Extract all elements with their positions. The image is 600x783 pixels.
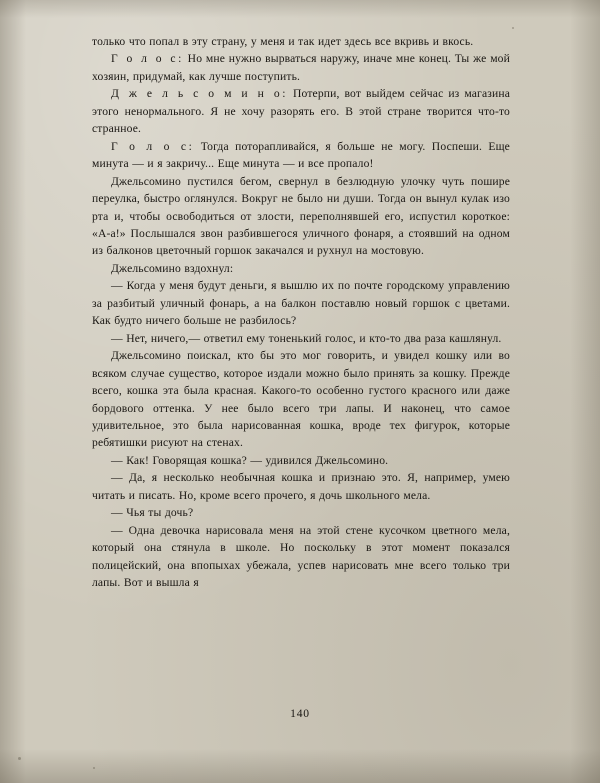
speaker-label: Г о л о с: xyxy=(111,52,184,66)
speaker-label: Д ж е л ь с о м и н о: xyxy=(111,87,289,101)
paper-speck xyxy=(93,767,95,769)
paragraph xyxy=(92,85,510,137)
paragraph-text: только что попал в эту страну, у меня и так идет здесь все вкривь и вкось. xyxy=(92,35,474,48)
paragraph xyxy=(92,277,510,329)
paragraph xyxy=(92,50,510,85)
paragraph xyxy=(92,330,510,347)
speaker-label: Г о л о с: xyxy=(111,139,195,153)
paragraph-text: Потерпи, вот выйдем сейчас из магазина этого ненормального. Я не хочу разорять его. В этой стране творится что-то странное. xyxy=(92,87,510,136)
paragraph-text: — Как! Говорящая кошка? — удивился Джельсомино. xyxy=(111,453,389,467)
paper-speck xyxy=(512,27,514,29)
page-edge-shadow-bottom xyxy=(0,749,600,783)
paragraph xyxy=(92,504,510,521)
paragraph-text: — Одна девочка нарисовала меня на этой стене кусочком цветного мела, который она стянула в школе. Но поскольку в этот момент показался полицейский, она впопыхах убежала, успев нарисовать мне всего только три лапы. Вот и вышла я xyxy=(92,523,510,590)
paragraph-text: Но мне нужно вырваться наружу, иначе мне конец. Ты же мой хозяин, придумай, как лучше поступить. xyxy=(92,52,510,83)
page-number: 140 xyxy=(290,707,310,720)
paragraph-text: — Когда у меня будут деньги, я вышлю их по почте городскому управлению за разбитый уличный фонарь, а на балкон поставлю новый горшок с цветами. Как будто ничего больше не разбилось? xyxy=(92,279,510,328)
paragraph xyxy=(92,522,510,592)
paragraph xyxy=(92,138,510,173)
paragraph xyxy=(92,173,510,260)
paper-speck xyxy=(18,757,21,760)
paragraph xyxy=(92,33,510,50)
paragraph xyxy=(92,452,510,469)
paragraph xyxy=(92,347,510,452)
paragraph-text: Джельсомино поискал, кто бы это мог говорить, и увидел кошку или во всяком случае существо, которое издали можно было принять за кошку. Прежде всего, кошка эта была красная. Какого-то особенно густого красного или даже бордового оттенка. У нее было всего три лапы. И наконец, что самое удивительное, это была нарисованная кошка, вроде тех фигурок, которые ребятишки рисуют на стенах. xyxy=(92,349,510,450)
page-text-body xyxy=(92,33,510,592)
paragraph-text: Джельсомино вздохнул: xyxy=(111,261,234,275)
paragraph-text: — Нет, ничего,— ответил ему тоненький голос, и кто-то два раза кашлянул. xyxy=(111,331,502,345)
page-edge-shadow-top xyxy=(0,0,600,18)
paragraph xyxy=(92,260,510,277)
paragraph-text: Тогда поторапливайся, я больше не могу. Поспеши. Еще минута — и я закричу... Еще минута — и все пропало! xyxy=(92,139,510,171)
page-edge-shadow-right xyxy=(570,0,600,783)
paragraph-text: Джельсомино пустился бегом, свернул в безлюдную улочку чуть пошире переулка, быстро оглянулся. Вокруг не было ни души. Тогда он вынул кулак изо рта и, чтобы освободиться от злости, переполнявшей его, испустил короткое: «А-а!» Послышался звон разбившегося уличного фонаря, а стоявший на одном из балконов цветочный горшок закачался и рухнул на мостовую. xyxy=(92,174,510,258)
paragraph-text: — Чья ты дочь? xyxy=(111,506,194,520)
paragraph xyxy=(92,469,510,504)
page-edge-shadow-left xyxy=(0,0,26,783)
paragraph-text: — Да, я несколько необычная кошка и признаю это. Я, например, умею читать и писать. Но, кроме всего прочего, я дочь школьного мела. xyxy=(92,471,510,502)
